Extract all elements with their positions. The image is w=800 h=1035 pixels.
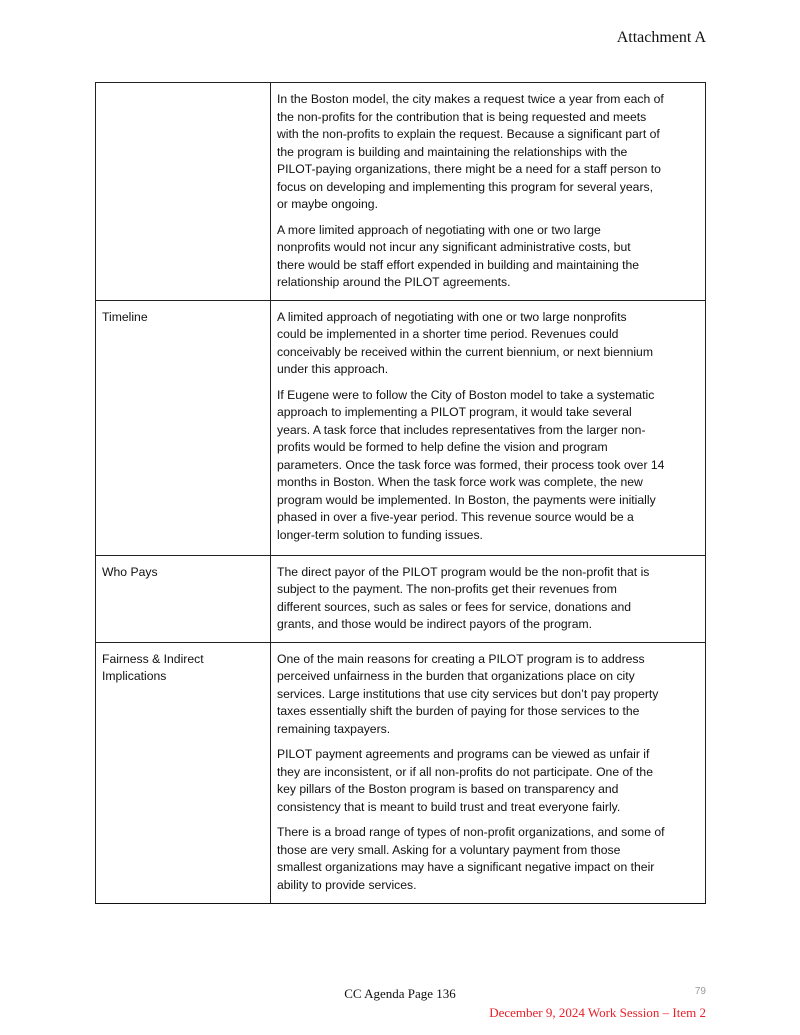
table-row [96,642,706,903]
page-number: 79 [694,986,706,997]
row-content [271,300,706,555]
paragraph: PILOT payment agreements and programs can be viewed as unfair if they are inconsistent, or if all non-profits do not participate. One of the key pillars of the Boston program is based on transparency and consistency that is meant to build trust and treat everyone fairly. [277,747,653,814]
agenda-page-label: CC Agenda Page 136 [344,986,456,1001]
table-row [96,300,706,555]
row-label [96,555,271,642]
paragraph: The direct payor of the PILOT program would be the non-profit that is subject to the payment. The non-profits get their revenues from different sources, such as sales or fees for service, donations and grants, and those would be indirect payors of the program. [277,564,650,631]
row-label-text: Fairness & Indirect Implications [102,651,204,683]
row-content [271,555,706,642]
row-label-text: Timeline [102,309,148,324]
work-session-label: December 9, 2024 Work Session – Item 2 [489,1005,706,1020]
paragraph: A more limited approach of negotiating with one or two large nonprofits would not incur any significant administrative costs, but there would be staff effort expended in building and maintaining the relationship around the PILOT agreements. [277,222,640,289]
table-row [96,555,706,642]
paragraph: If Eugene were to follow the City of Boston model to take a systematic approach to implementing a PILOT program, it would take several years. A task force that includes representatives from the larger non- profits would be formed to help define the vision and program parameters. Once the task force was formed, their process took over 14 months in Boston. When the task force work was complete, the new program would be implemented. In Boston, the payments were initially phased in over a five-year period. This revenue source would be a longer-term solution to funding issues. [277,387,665,542]
paragraph: There is a broad range of types of non-profit organizations, and some of those are very small. Asking for a voluntary payment from those smallest organizations may have a significant negative impact on their ability to provide services. [277,825,665,892]
attachment-label: Attachment A [616,29,706,46]
analysis-table [95,82,706,904]
row-label [96,300,271,555]
row-label [96,83,271,301]
table-row [96,83,706,301]
row-content [271,642,706,903]
row-label [96,642,271,903]
paragraph: One of the main reasons for creating a PILOT program is to address perceived unfairness in the burden that organizations place on city services. Large institutions that use city services but don’t pay property taxes essentially shift the burden of paying for those services to the remaining taxpayers. [277,651,659,736]
paragraph: A limited approach of negotiating with one or two large nonprofits could be implemented in a shorter time period. Revenues could conceivably be received within the current biennium, or next biennium under this approach. [277,309,653,376]
paragraph: In the Boston model, the city makes a request twice a year from each of the non-profits for the contribution that is being requested and meets with the non-profits to explain the request. Because a significant part of the program is building and maintaining the relationships with the PILOT-paying organizations, there might be a need for a staff person to focus on developing and implementing this program for several years, or maybe ongoing. [277,92,664,211]
row-label-text: Who Pays [102,564,158,579]
row-content [271,83,706,301]
